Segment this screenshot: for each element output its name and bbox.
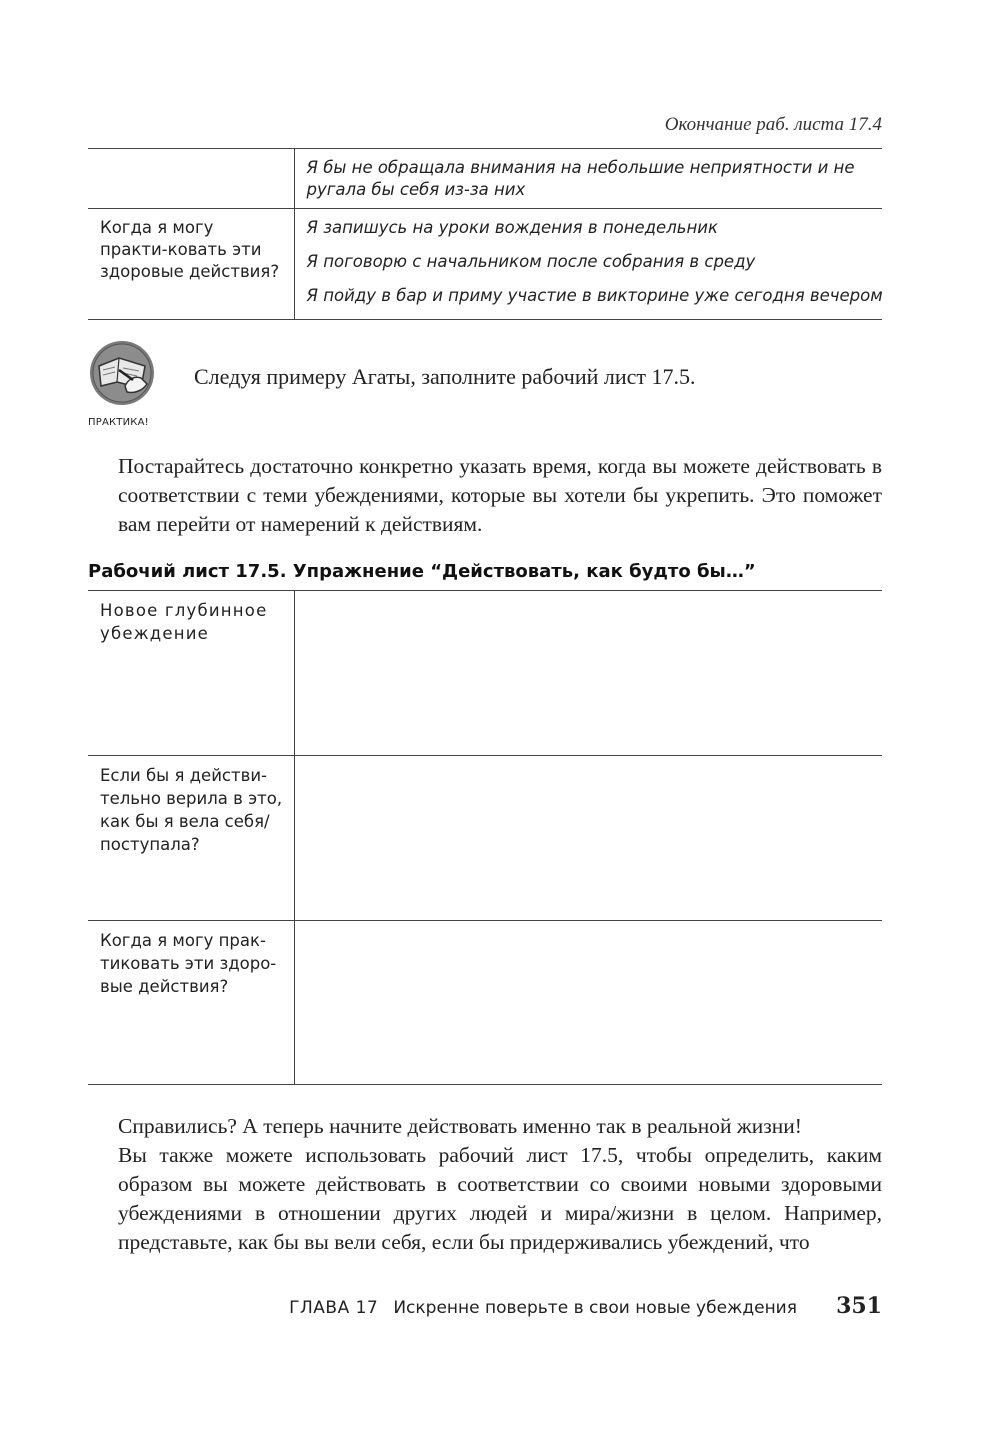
paragraph <box>88 1141 882 1257</box>
chapter-title: Искренне поверьте в свои новые убеждения <box>393 1298 797 1318</box>
practice-label: ПРАКТИКА! <box>88 417 149 428</box>
table-row <box>88 591 882 756</box>
paragraph-text: Постарайтесь достаточно конкретно указать время, когда вы можете действовать в соответствии с теми убеждениями, которые вы хотели бы укрепить. Это поможет вам перейти от намерений к действиям. <box>118 454 882 536</box>
paragraph <box>88 1112 882 1141</box>
paragraph-text: Справились? А теперь начните действовать именно так в реальной жизни! <box>118 1114 802 1138</box>
writing-hand-icon <box>89 340 155 406</box>
row-label <box>88 149 294 209</box>
continued-caption: Окончание раб. листа 17.4 <box>664 114 882 135</box>
action-line: Я запишусь на уроки вождения в понедельник <box>306 218 718 237</box>
worksheet-title: Рабочий лист 17.5. Упражнение “Действовать, как будто бы…” <box>88 561 756 582</box>
action-line: Я поговорю с начальником после собрания в среду <box>306 252 756 271</box>
row-value: Я бы не обращала внимания на небольшие неприятности и не ругала бы себя из-за них <box>294 149 882 209</box>
action-line: Я пойду в бар и приму участие в викторине уже сегодня вечером <box>306 286 883 305</box>
table-row <box>88 209 882 320</box>
row-label: Когда я могу прак-тиковать эти здоро-вые действия? <box>88 921 294 1085</box>
paragraph <box>88 452 882 539</box>
row-label: Если бы я действи-тельно верила в это, как бы я вела себя/поступала? <box>88 756 294 921</box>
chapter-label: ГЛАВА 17 <box>289 1298 379 1318</box>
row-label-text: Новое глубинное убеждение <box>100 601 268 643</box>
page-number: 351 <box>836 1293 882 1319</box>
answer-cell[interactable] <box>294 756 882 921</box>
answer-cell[interactable] <box>294 591 882 756</box>
table-row <box>88 756 882 921</box>
answer-cell[interactable] <box>294 921 882 1085</box>
row-values <box>294 209 882 320</box>
table-row <box>88 921 882 1085</box>
table-row <box>88 149 882 209</box>
paragraph-text: Вы также можете использовать рабочий лист 17.5, чтобы определить, каким образом вы можете действовать в соответствии со своими новыми здоровыми убеждениями в отношении других людей и мира/жизни в целом. Например, представьте, как бы вы вели себя, если бы придерживались убеждений, что <box>118 1143 882 1254</box>
practice-instruction: Следуя примеру Агаты, заполните рабочий лист 17.5. <box>194 364 696 389</box>
page-footer <box>88 1293 882 1319</box>
worksheet-17-4-table <box>88 148 882 320</box>
worksheet-17-5-table <box>88 590 882 1085</box>
row-label <box>88 591 294 756</box>
row-label: Когда я могу практи-ковать эти здоровые действия? <box>88 209 294 320</box>
